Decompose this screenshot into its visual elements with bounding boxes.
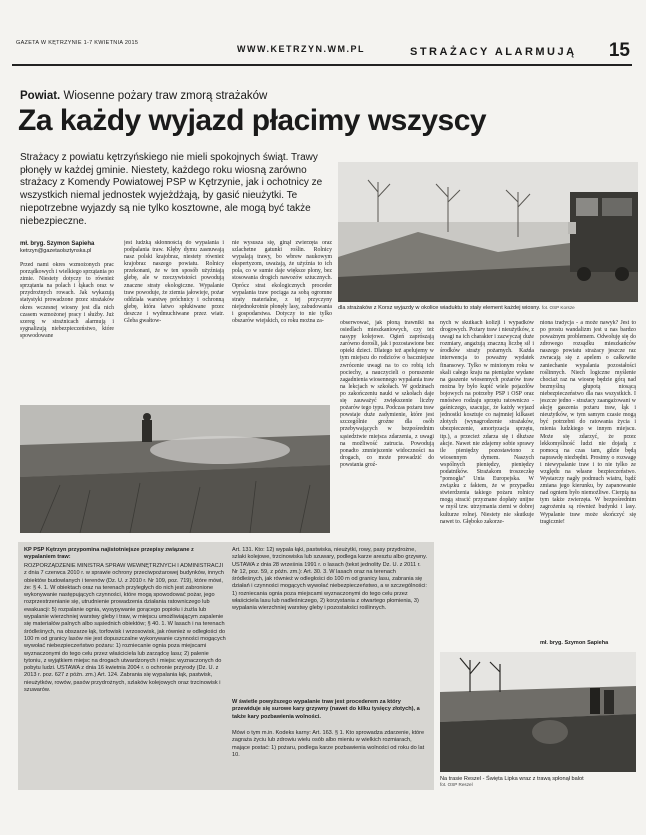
infobox-left-column: ROZPORZĄDZENIE MINISTRA SPRAW WEWNĘTRZNYCH I ADMINISTRACJI z dnia 7 czerwca 2010 r. w sprawie ochrony przeciwpożarowej budynków, innych obiektów budowlanych i terenów (Dz. U. z 2010 r. Nr 109, poz. 719), które mówi, że: § 4. 1. W obiektach oraz na terenach przyległych do nich jest zabronione wykonywanie następujących czynności, które mogą spowodować pożar, jego rozprzestrzenianie się, utrudnienie prowadzenia działania ratowniczego lub ewakuacji: 5) rozpalanie ognia, wysypywanie gorącego popiołu i żużla lub wypalanie wierzchniej warstwy gleby i traw, w miejscu umożliwiającym zapalenie się materiałów palnych albo sąsiednich obiektów; § 40. 1. W lasach i na terenach śródleśnych, na obszarze łąk, torfowisk i wrzosowisk, jak również w odległości do 100 m od granicy lasów nie jest dopuszczalne wykonywanie czynności mogących wywołać niebezpieczeństwo pożaru: 1) rozniecanie ognia poza miejscami wyznaczonymi do tego celu przez właściciela lub zarządcę lasu; 2) palenie tytoniu, z wyjątkiem miejsc na drogach utwardzonych i miejsc wyznaczonych do pobytu ludzi. USTAWA z dnia 16 kwietnia 2004 r. o ochronie przyrody (Dz. U. z 2013 r. poz. 627 z późn. zm.) Art. 124. Zabrania się wypalania łąk, pastwisk, nieużytków, rowów, pasów przydrożnych, szlaków kolejowych oraz trzcinowisk i szuwarów. <box>24 563 226 694</box>
article-column-3: nie wysusza się, ginął zwierzęta oraz szlachetne gatunki roślin. Rolnicy wypalają trawy, bo wbrew naukowym ekspertyzom, uważają, że użyźnia to ich pola, co w sumie daje większe plony, bez stosowania drogich nawozów sztucznych. Oprócz strat ekologicznych proceder wypalania traw pociąga za sobą ogromne straty materialne, z tej przyczyny niejednokrotnie płonęły lasy, zabudowania i gospodarstwa. Dotyczy to nie tylko obszarów wiejskich, co roku można za- <box>232 240 332 325</box>
author-name: mł. bryg. Szymon Sapieha <box>20 241 95 247</box>
page-header <box>12 38 632 66</box>
train-photo <box>338 162 638 302</box>
infobox-right-column: Art. 131. Kto: 12) wypala łąki, pastwiska, nieużytki, rowy, pasy przydrożne, szlaki kolejowe, trzcinowiska lub szuwary, podlega karze aresztu albo grzywny. USTAWA z dnia 28 września 1991 r. o lasach (tekst jednolity Dz. U. z 2011 r. Nr 12, poz. 59, z późn. zm.): Art. 30. 3. W lasach oraz na terenach śródleśnych, jak również w odległości do 100 m od granicy lasu, zabrania się działań i czynności mogących wywołać niebezpieczeństwo, a w szczególności: 1) rozniecania ognia poza miejscami wyznaczonymi do tego celu przez właściciela lasu lub nadleśniczego, 2) korzystania z otwartego płomienia, 3) wypalania wierzchniej warstwy gleby i pozostałości roślinnych. <box>232 547 428 612</box>
article-kicker <box>20 90 267 102</box>
field-caption-text: Na trasie Reszel - Święta Lipka wraz z trawą spłonął balot <box>440 776 584 782</box>
train-caption-credit: fot. OSP Korsze <box>541 305 575 310</box>
field-photo <box>440 652 636 772</box>
regulations-infobox <box>18 542 434 790</box>
article-column-2: jest ludzką skłonnością do wypalania i podpalania traw. Kłęby dymu zasnuwają nasz polski krajobraz, niestety również krajobraz naszego powiatu. Rolnicy przekonani, że w ten sposób użyźniają glebę, ale w rzeczywistości powodują znaczne straty ekologiczne. Wypalanie traw powoduje, że ziemia jałowieje, pożar oddziała warstwę próchnicy i ochronną glebę, która łatwo spłukiwane przez deszcze i wydmuchiwane przez wiatr. Gleba gwałtow- <box>124 240 224 325</box>
article-column-4: obserwować, jak płoną trawniki na osiedlach mieszkaniowych, czy też nasypy kolejowe. Ogień zaprószają zarówno dorośli, jak i pozostawione bez opieki dzieci. Dlatego też apelujemy w tym miejscu do rodziców o baczniejsze zwrócenie uwagi na to co robią ich pociechy, a nauczycieli o poruszenie zagadnienia wiosennego wypalania traw na lekcjach w szkołach. W godzinach po zakończeniu nauki w szkołach daje się zauważyć zwiększenie liczby pożarów tego typu. Podczas pożaru traw powstaje duże zadymienie, które jest szczególnie groźne dla osób przebywających w bezpośrednim sąsiedztwie miejsca zdarzenia, z uwagi na możliwość zatrucia. Powodują ponadto zmniejszenie widoczności na drogach, co może prowadzić do powstania groź- <box>340 320 434 468</box>
issue-meta: GAZETA W KĘTRZYNIE 1-7 KWIETNIA 2015 <box>16 40 139 46</box>
kicker-location: Powiat. <box>20 90 61 102</box>
author-email: ketrzyn@gazetaolsztynska.pl <box>20 247 92 254</box>
field-photo-caption <box>440 776 636 788</box>
article-author <box>20 241 94 254</box>
article-lead: Strażacy z powiatu kętrzyńskiego nie mieli spokojnych świąt. Trawy płonęły w każdej gminie. Niestety, każdego roku wiosną zarówno strażacy z Komendy Powiatowej PSP w Kętrzynie, jak i ochotnicy ze wszystkich niemal jednostek wyjeżdżają, by gasić nieużytki. Te niepotrzebne wyjazdy są nie tylko kosztowne, ale mogą być także niebezpieczne. <box>20 152 323 227</box>
infobox-right-end: Mówi o tym m.in. Kodeks karny: Art. 163. § 1. Kto sprowadza zdarzenie, które zagraża życiu lub zdrowiu wielu osób albo mieniu w wielkich rozmiarach, mające postać: 1) pożaru, podlega karze pozbawienia wolności od roku do lat 10. <box>232 730 425 758</box>
train-photo-caption <box>338 305 638 311</box>
firefighter-photo-image <box>20 405 330 533</box>
section-title: STRAŻACY ALARMUJĄ <box>410 46 577 58</box>
column-6-author: mł. bryg. Szymon Sapieha <box>540 640 609 646</box>
field-photo-image <box>440 652 636 772</box>
firefighter-photo <box>20 405 330 533</box>
article-column-5: nych w skutkach kolizji i wypadków drogowych. Pożary traw i nieużytków, z uwagi na ich charakter i zazwyczaj duże rozmiary, angażują znaczną liczbę sił i środków straży pożarnych. Każda interwencja to poważny wydatek finansowy. Tylko w minionym roku w skali całego kraju na pieniądze wydane na gaszenie wiosennych pożarów traw można by było kupić wiele pojazdów bojowych na potrzeby PSP i OSP oraz mnóstwo rodzaju sprzętu ratowniczo - gaśniczego, szacując, że każdy wyjazd jednostki kosztuje co najmniej kilkaset złotych (wynagrodzenie strażaków, ubezpieczenie, amortyzacja sprzętu, itp.), a przecież zdarza się i dłuższe akcje. Nawet nie zdajemy sobie sprawy ile pieniędzy pozostawiono z wiosennym dymem. Naszych wspólnych pieniędzy, pieniędzy podatników. Strażakom troszeczkę "pomogła" Unia Europejska. W związku z faktem, że w przypadku stwierdzenia takiego pożaru rolnicy mogą stracić przyznane dopłaty unijne w myśl tzw. utrzymania ziemi w dobrej kulturze rolnej. Niestety nie skutkuje nawet to. Głęboko zakorze- <box>440 320 534 525</box>
infobox-right-bold: W świetle powyższego wypalanie traw jest procederem za który przewiduje się surowe kary grzywny (nawet do kilku tysięcy złotych), a także kary pozbawienia wolności. <box>232 699 420 720</box>
article-column-1: Przed nami okres wzmożonych prac porządkowych i wielkiego sprzątania po zimie. Niestety dotyczy to również sprzątania na polach i łąkach oraz w przydrożnych rowach. Jak wykazują statystyki prowadzone przez strażaków okres wczesnej wiosny jest dla nich czasem wzmożonej pracy i służby. Już szereg w strażnicach alarmują i sygnalizują niebezpieczeństwo, które spowodowane <box>20 262 114 339</box>
kicker-text: Wiosenne pożary traw zmorą strażaków <box>63 90 268 102</box>
page-number: 15 <box>608 40 630 61</box>
infobox-title: KP PSP Kętrzyn przypomina najistotniejsze przepisy związane z wypalaniem traw: <box>24 547 194 561</box>
field-caption-credit: fot. OSP Reszel <box>440 782 473 787</box>
article-column-6: niona tradycja - a może nawyk? Jest to po prostu wandalizm jest u nas bardzo poważnym problemem. Odwołuję się do zdrowego rozsądku mieszkańców naszego powiatu strażacy jeszcze raz zwracają się z apelem o całkowite zaniechanie wypalania pozostałości roślinnych. Niech logiczne myślenie chociaż raz na wiosnę będzie górą nad bezmyślną głupotą niosącą niebezpieczeństwo dla nas wszystkich. I jeszcze jedno - strażacy zaangażowani w akcję gaszenia pożaru traw, łąk i nieużytków, w tym samym czasie mogą być potrzebni do ratowania życia i mienia ludzkiego w innym miejscu. Może się zdarzyć, że przez lekkomyślność ludzi nie dojadą z pomocą na czas tam, gdzie będą naprawdę niezbędni. Prosimy o rozwagę i niewypalanie traw i to nie tylko ze względu na własne bezpieczeństwo. Wystarczy nagły podmuch wiatru, bądź zmiana jego kierunku, by zapanowanie nad ogniem było niemożliwe. Cierpią na tym także zwierzęta. W bezpośrednim zagrożeniu są również budynki i lasy. Wypalanie traw może skończyć się tragicznie! <box>540 320 636 525</box>
site-url: WWW.KETRZYN.WM.PL <box>237 44 365 54</box>
article-headline: Za każdy wyjazd płacimy wszyscy <box>18 104 487 137</box>
train-caption-text: dla strażaków z Korsz wyjazdy w okolice wiaduktu to stały element każdej wiosny. <box>338 305 541 311</box>
train-photo-image <box>338 162 638 302</box>
